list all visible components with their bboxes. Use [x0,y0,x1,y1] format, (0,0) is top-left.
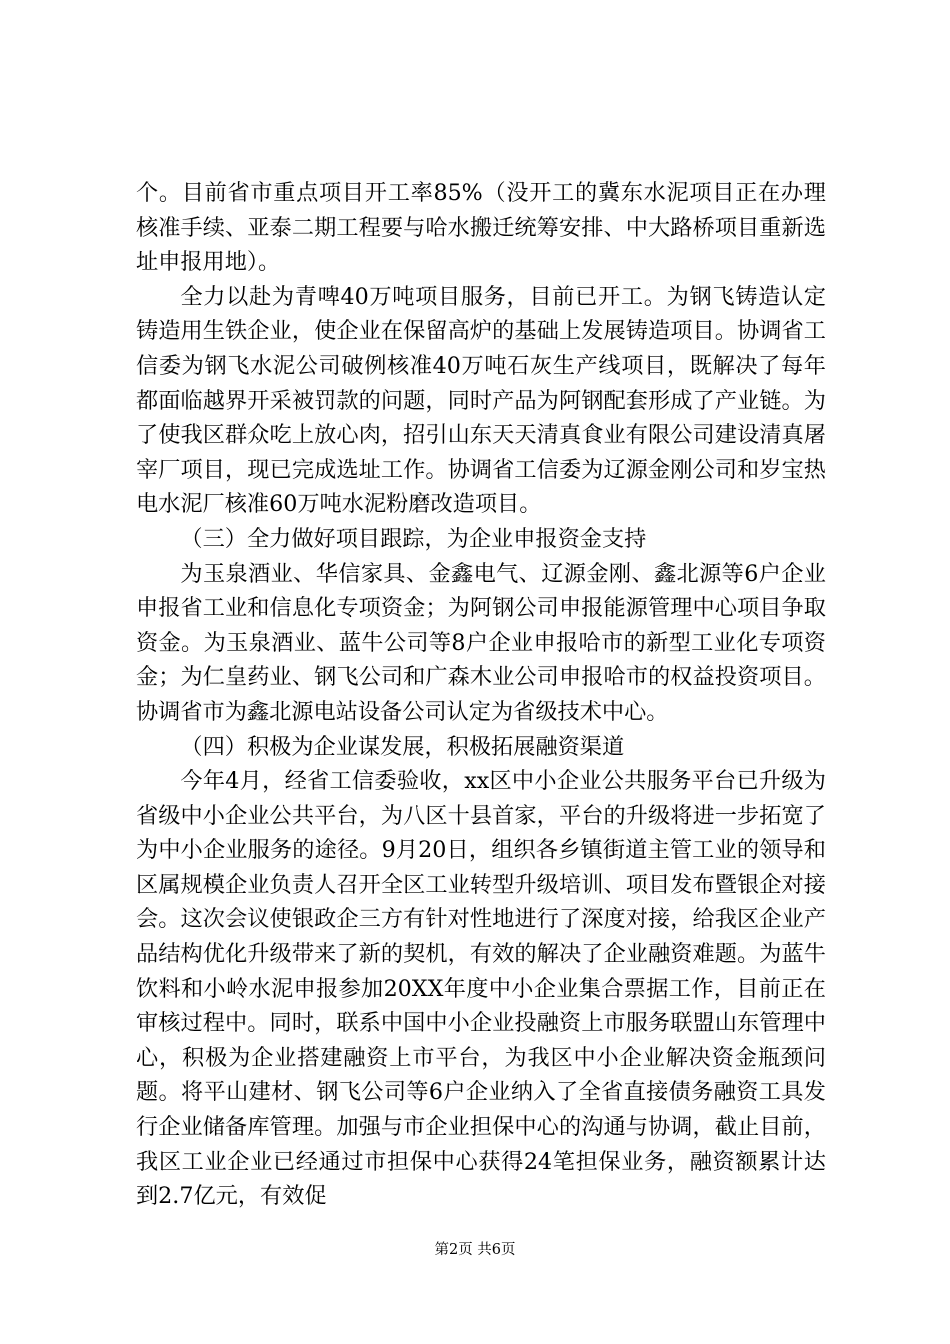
section-heading: （四）积极为企业谋发展，积极拓展融资渠道 [180,733,625,760]
document-body [136,176,826,1214]
paragraph: 全力以赴为青啤40万吨项目服务，目前已开工。为钢飞铸造认定铸造用生铁企业，使企业在保留高炉的基础上发展铸造项目。协调省工信委为钢飞水泥公司破例核准40万吨石灰生产线项目，既解决了每年都面临越界开采被罚款的问题，同时产品为阿钢配套形成了产业链。为了使我区群众吃上放心肉，招引山东天天清真食业有限公司建设清真屠宰厂项目，现已完成选址工作。协调省工信委为辽源金刚公司和岁宝热电水泥厂核准60万吨水泥粉磨改造项目。 [136,283,826,518]
paragraph: 为玉泉酒业、华信家具、金鑫电气、辽源金刚、鑫北源等6户企业申报省工业和信息化专项资金；为阿钢公司申报能源管理中心项目争取资金。为玉泉酒业、蓝牛公司等8户企业申报哈市的新型工业化专项资金；为仁皇药业、钢飞公司和广森木业公司申报哈市的权益投资项目。协调省市为鑫北源电站设备公司认定为省级技术中心。 [136,560,826,725]
section-heading: （三）全力做好项目跟踪，为企业申报资金支持 [180,525,647,552]
paragraph: 个。目前省市重点项目开工率85%（没开工的冀东水泥项目正在办理核准手续、亚泰二期工程要与哈水搬迁统筹安排、中大路桥项目重新选址申报用地）。 [136,180,826,276]
paragraph: 今年4月，经省工信委验收，xx区中小企业公共服务平台已升级为省级中小企业公共平台，为八区十县首家，平台的升级将进一步拓宽了为中小企业服务的途径。9月20日，组织各乡镇街道主管工业的领导和区属规模企业负责人召开全区工业转型升级培训、项目发布暨银企对接会。这次会议使银政企三方有针对性地进行了深度对接，给我区企业产品结构优化升级带来了新的契机，有效的解决了企业融资难题。为蓝牛饮料和小岭水泥申报参加20XX年度中小企业集合票据工作，目前正在审核过程中。同时，联系中国中小企业投融资上市服务联盟山东管理中心，积极为企业搭建融资上市平台，为我区中小企业解决资金瓶颈问题。将平山建材、钢飞公司等6户企业纳入了全省直接债务融资工具发行企业储备库管理。加强与市企业担保中心的沟通与协调，截止目前，我区工业企业已经通过市担保中心获得24笔担保业务，融资额累计达到2.7亿元，有效促 [136,768,826,1210]
page-footer [0,1241,950,1259]
page-number: 第2页 共6页 [434,1242,516,1258]
